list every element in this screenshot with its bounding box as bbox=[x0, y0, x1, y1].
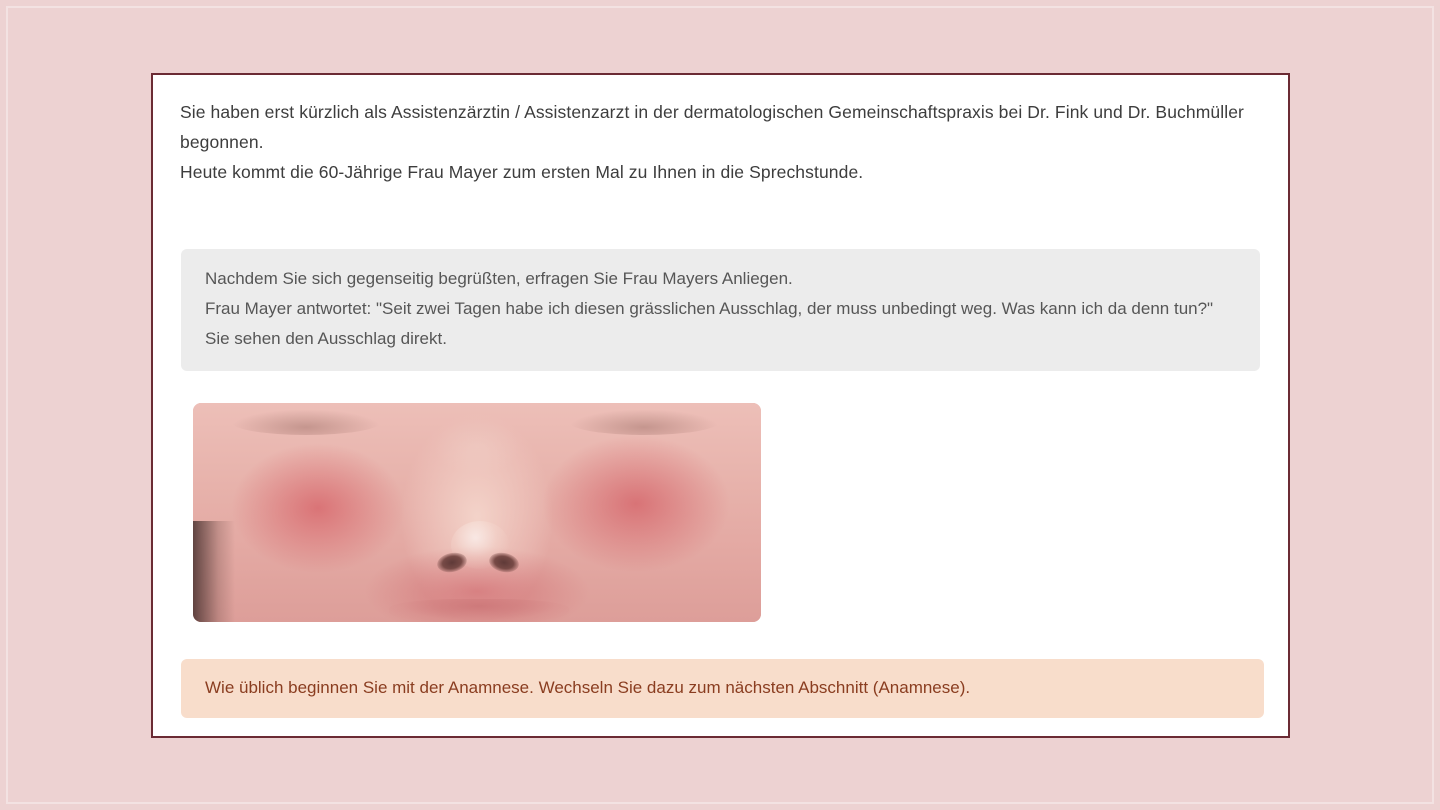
photo-region-left-shadow bbox=[193, 521, 235, 622]
photo-region-left-eye bbox=[231, 409, 381, 435]
intro-line-2: Heute kommt die 60-Jährige Frau Mayer zum ersten Mal zu Ihnen in die Sprechstunde. bbox=[180, 162, 864, 182]
patient-statement-line-1: Nachdem Sie sich gegenseitig begrüßten, erfragen Sie Frau Mayers Anliegen. bbox=[205, 269, 793, 288]
photo-region-right-nostril bbox=[487, 550, 520, 575]
patient-statement-box bbox=[181, 249, 1260, 371]
photo-region-right-eye bbox=[569, 409, 719, 435]
intro-line-1: Sie haben erst kürzlich als Assistenzärztin / Assistenzarzt in der dermatologischen Gemeinschaftspraxis bei Dr. Fink und Dr. Buchmüller begonnen. bbox=[180, 102, 1244, 152]
next-step-hint-text: Wie üblich beginnen Sie mit der Anamnese. Wechseln Sie dazu zum nächsten Abschnitt (Anamnese). bbox=[205, 678, 971, 697]
next-step-hint-banner bbox=[181, 659, 1264, 718]
intro-text-block bbox=[171, 89, 1270, 187]
clinical-photo-image bbox=[193, 403, 761, 622]
intro-spacer bbox=[171, 187, 1270, 249]
patient-statement-line-2: Frau Mayer antwortet: "Seit zwei Tagen habe ich diesen grässlichen Ausschlag, der muss unbedingt weg. Was kann ich da denn tun?" Sie sehen den Ausschlag direkt. bbox=[205, 299, 1214, 348]
photo-region-upper-lip bbox=[389, 599, 569, 622]
case-card bbox=[151, 73, 1290, 738]
clinical-photo-facial-rash bbox=[193, 403, 761, 622]
